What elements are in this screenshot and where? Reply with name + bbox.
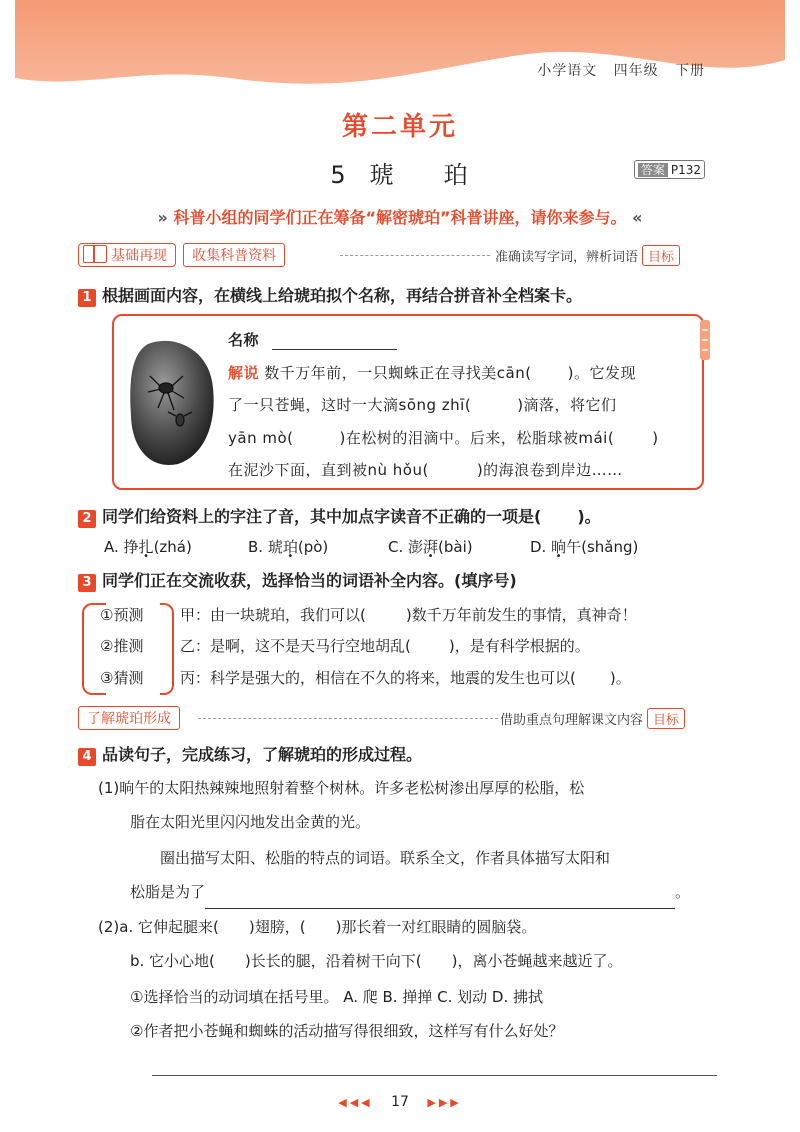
goal-1-tag: 目标 (642, 245, 680, 266)
opt-c-pre: C. 澎 (388, 538, 424, 556)
card-line-4-a: 在泥沙下面，直到被nù hǒu( (228, 461, 429, 479)
word-option-1: ①预测 (100, 606, 144, 624)
question-3-number: 3 (78, 574, 96, 592)
goal-1 (495, 245, 680, 266)
page-number: 17 (391, 1094, 409, 1110)
q4-part1-line1: (1)晌午的太阳热辣辣地照射着整个树林。许多老松树渗出厚厚的松脂，松 (98, 779, 585, 797)
card-line-4 (228, 459, 623, 480)
dialog-jia-b: )数千万年前发生的事情，真神奇！ (405, 606, 637, 624)
question-3-text: 同学们正在交流收获，选择恰当的词语补全内容。(填序号) (102, 571, 517, 590)
q4-b2: )长长的腿，沿着树干向下( (244, 952, 422, 970)
card-line-1 (228, 362, 636, 383)
dialog-jia (180, 604, 637, 625)
q4-b3: )，离小苍蝇越来越近了。 (451, 952, 623, 970)
q2-option-c[interactable] (388, 536, 473, 557)
goal-2-tag: 目标 (647, 708, 685, 729)
word-bracket-right (160, 603, 174, 695)
q4-a3: )那长着一对红眼睛的圆脑袋。 (335, 918, 537, 936)
opt-c-dot: 湃 (423, 538, 439, 556)
card-line-3-b: )在松树的泪滴中。后来，松脂球被mái( (339, 429, 615, 447)
dialog-yi (180, 635, 590, 656)
section-collect-tag: 收集科普资料 (183, 243, 285, 267)
subject: 小学语文 (537, 63, 598, 79)
q4-a2: )翅膀，( (248, 918, 306, 936)
book-icon (83, 245, 107, 263)
divider-dots (340, 255, 490, 256)
card-line-4-b: )的海浪卷到岸边…… (476, 461, 623, 479)
question-4-number: 4 (78, 748, 96, 766)
card-binding-icon (700, 320, 710, 360)
right-arrows-icon: « (632, 208, 643, 227)
opt-b-pre: B. 琥 (248, 538, 283, 556)
card-line-3-a: yān mò( (228, 429, 294, 447)
opt-a-dot: 扎 (138, 538, 154, 556)
answer-page-badge (634, 160, 705, 179)
answer-label: 答案 (638, 163, 668, 177)
question-1-number: 1 (78, 289, 96, 307)
answer-line[interactable] (152, 1075, 717, 1076)
lesson-number: 5 (330, 161, 348, 189)
card-line-2-b: )滴落，将它们 (517, 396, 617, 414)
card-line-1-b: )。它发现 (567, 364, 636, 382)
card-line-2-a: 了一只苍蝇，这时一大滴sōng zhī( (228, 396, 472, 414)
dialog-yi-a: 乙：是啊，这不是天马行空地胡乱( (180, 637, 411, 655)
question-2-text: 同学们给资料上的字注了音，其中加点字读音不正确的一项是( (102, 507, 542, 526)
q4-part1-answer-field[interactable] (205, 876, 675, 909)
amber-stone-image (128, 336, 216, 468)
q4-part2-c: ①选择恰当的动词填在括号里。 A. 爬 B. 掸掸 C. 划动 D. 拂拭 (130, 988, 543, 1006)
intro-text: 科普小组的同学们正在筹备“解密琥珀”科普讲座，请你来参与。 (173, 208, 627, 227)
question-3 (78, 568, 517, 592)
question-2 (78, 504, 601, 528)
opt-a-pre: A. 挣 (104, 538, 139, 556)
opt-c-post: (bài) (438, 538, 473, 556)
dialog-bing-b: )。 (609, 669, 631, 687)
section-basic-header (78, 243, 285, 267)
intro-banner (0, 205, 800, 228)
dialog-yi-b: )，是有科学根据的。 (448, 637, 590, 655)
card-desc-label: 解说 (228, 364, 260, 382)
question-4-text: 品读句子，完成练习，了解琥珀的形成过程。 (102, 745, 423, 764)
q4-a1: (2)a. 它伸起腿来( (98, 918, 219, 936)
opt-d-dot: 晌 (551, 538, 567, 556)
word-option-2: ②推测 (100, 637, 144, 655)
section-amber-header (78, 706, 180, 730)
lesson-char-2: 珀 (443, 161, 470, 189)
q4-part1-line2: 脂在太阳光里闪闪地发出金黄的光。 (130, 813, 371, 831)
dialog-bing-a: 丙：科学是强大的，相信在不久的将来，地震的发生也可以( (180, 669, 576, 687)
q2-option-d[interactable] (530, 536, 638, 557)
left-arrows-icon: » (157, 208, 168, 227)
goal-2-text: 借助重点句理解课文内容 (500, 713, 644, 728)
card-name-row (228, 329, 397, 350)
opt-b-dot: 珀 (282, 538, 298, 556)
word-option-3: ③猜测 (100, 669, 144, 687)
section-amber-tag: 了解琥珀形成 (78, 706, 180, 730)
divider-dots-2 (198, 718, 498, 719)
q4-part1-line4 (130, 876, 710, 909)
goal-2 (500, 708, 685, 729)
q4-part2-b (130, 945, 710, 977)
question-2-end: )。 (577, 507, 601, 526)
q2-option-a[interactable] (104, 536, 192, 557)
dialog-jia-a: 甲：由一块琥珀，我们可以( (180, 606, 366, 624)
card-line-2 (228, 394, 617, 415)
dialog-bing (180, 667, 631, 688)
opt-b-post: (pò) (297, 538, 329, 556)
goal-1-text: 准确读写字词，辨析词语 (495, 250, 639, 265)
q4-part2-d: ②作者把小苍蝇和蜘蛛的活动描写得很细致，这样写有什么好处？ (130, 1022, 564, 1040)
name-blank-field[interactable] (272, 331, 397, 350)
opt-d-pre: D. (530, 538, 552, 556)
q2-option-b[interactable] (248, 536, 328, 557)
q4-part1-line4-end: 。 (675, 883, 691, 901)
q4-part2-a (98, 911, 710, 943)
question-1-text: 根据画面内容，在横线上给琥珀拟个名称，再结合拼音补全档案卡。 (102, 286, 583, 305)
card-line-1-a: 数千万年前，一只蜘蛛正在寻找美cān( (264, 364, 532, 382)
grade: 四年级 (613, 63, 659, 79)
section-basic-tag (78, 243, 176, 267)
card-line-3 (228, 427, 659, 448)
question-1 (78, 283, 582, 307)
header-wave (0, 0, 800, 95)
next-arrows-icon: ▶▶▶ (427, 1096, 462, 1109)
lesson-char-1: 琥 (369, 161, 396, 189)
question-2-number: 2 (78, 510, 96, 528)
term: 下册 (675, 63, 705, 79)
book-info (537, 60, 705, 80)
answer-page: P132 (670, 163, 701, 177)
card-name-label: 名称 (228, 331, 260, 349)
unit-title: 第二单元 (341, 112, 458, 142)
opt-a-post: (zhá) (153, 538, 192, 556)
question-4 (78, 742, 422, 766)
q4-part1-line4-text: 松脂是为了 (130, 883, 206, 901)
q4-b1: b. 它小心地( (130, 952, 215, 970)
card-line-3-c: ) (652, 429, 659, 447)
page-footer (0, 1094, 800, 1110)
q4-part1-line3: 圈出描写太阳、松脂的特点的词语。联系全文，作者具体描写太阳和 (160, 849, 611, 867)
section-basic-label: 基础再现 (111, 248, 167, 264)
opt-d-post: 午(shǎng) (566, 538, 639, 556)
prev-arrows-icon: ◀◀◀ (338, 1096, 373, 1109)
